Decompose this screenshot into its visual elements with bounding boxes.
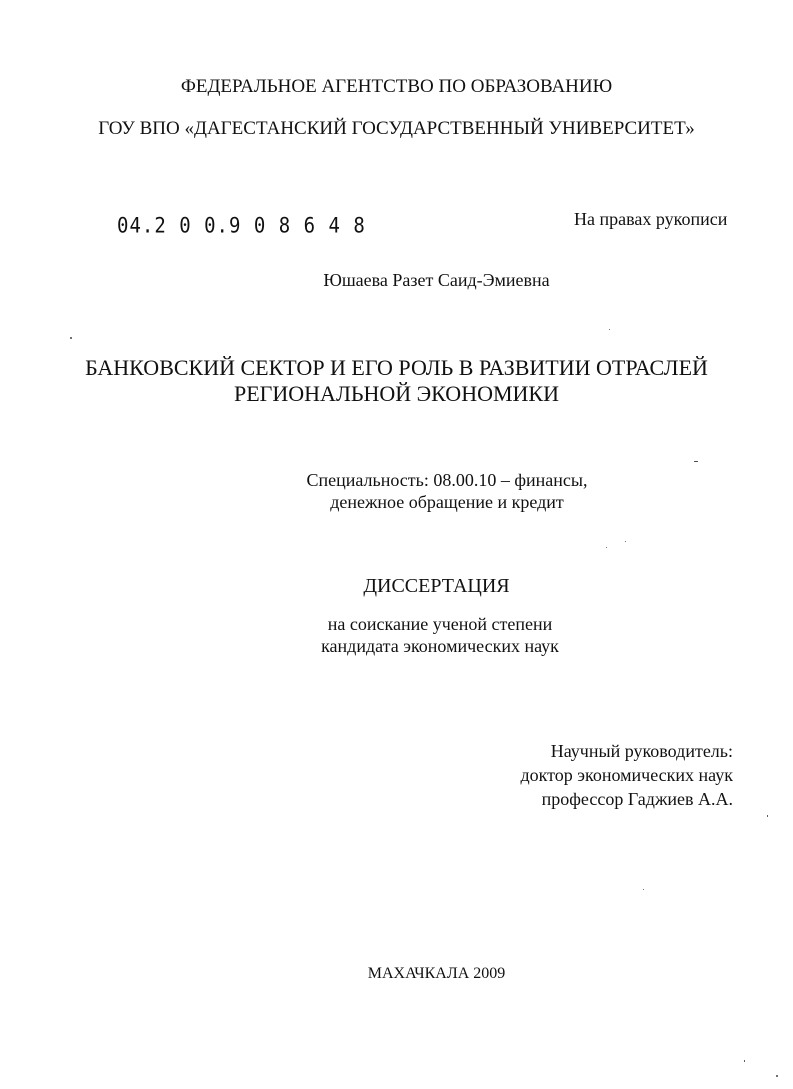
thesis-title-line-1: БАНКОВСКИЙ СЕКТОР И ЕГО РОЛЬ В РАЗВИТИИ ОТРАСЛЕЙ xyxy=(85,355,708,380)
thesis-title xyxy=(0,355,793,407)
scan-speck xyxy=(609,329,610,330)
scan-speck xyxy=(625,541,626,542)
scan-speck xyxy=(776,1075,778,1077)
author-name: Юшаева Разет Саид-Эмиевна xyxy=(323,270,550,290)
agency-name: ФЕДЕРАЛЬНОЕ АГЕНТСТВО ПО ОБРАЗОВАНИЮ xyxy=(180,76,613,97)
document-type: ДИССЕРТАЦИЯ xyxy=(363,575,510,597)
degree-block xyxy=(290,613,590,657)
thesis-title-line-2: РЕГИОНАЛЬНОЙ ЭКОНОМИКИ xyxy=(234,381,559,406)
scan-speck xyxy=(767,815,768,817)
university-name: ГОУ ВПО «ДАГЕСТАНСКИЙ ГОСУДАРСТВЕННЫЙ УНИВЕРСИТЕТ» xyxy=(98,118,695,139)
advisor-degree: доктор экономических наук xyxy=(520,765,733,785)
advisor-block xyxy=(521,739,733,811)
degree-line-2: кандидата экономических наук xyxy=(321,636,559,656)
record-number-stamp: 04.2 0 0.9 0 8 6 4 8 xyxy=(117,214,366,239)
scan-speck xyxy=(694,461,698,462)
scan-speck xyxy=(643,889,644,890)
rights-note: На правах рукописи xyxy=(574,209,728,229)
advisor-name: профессор Гаджиев А.А. xyxy=(541,789,733,809)
specialty-line-2: денежное обращение и кредит xyxy=(330,492,564,512)
scan-speck xyxy=(606,547,607,548)
specialty-block xyxy=(272,469,622,513)
scan-speck xyxy=(70,337,72,339)
specialty-line-1: Специальность: 08.00.10 – финансы, xyxy=(306,470,588,490)
scan-speck xyxy=(744,1060,745,1062)
advisor-label: Научный руководитель: xyxy=(550,741,733,761)
place-and-year: МАХАЧКАЛА 2009 xyxy=(367,965,506,982)
degree-line-1: на соискание ученой степени xyxy=(327,614,553,634)
